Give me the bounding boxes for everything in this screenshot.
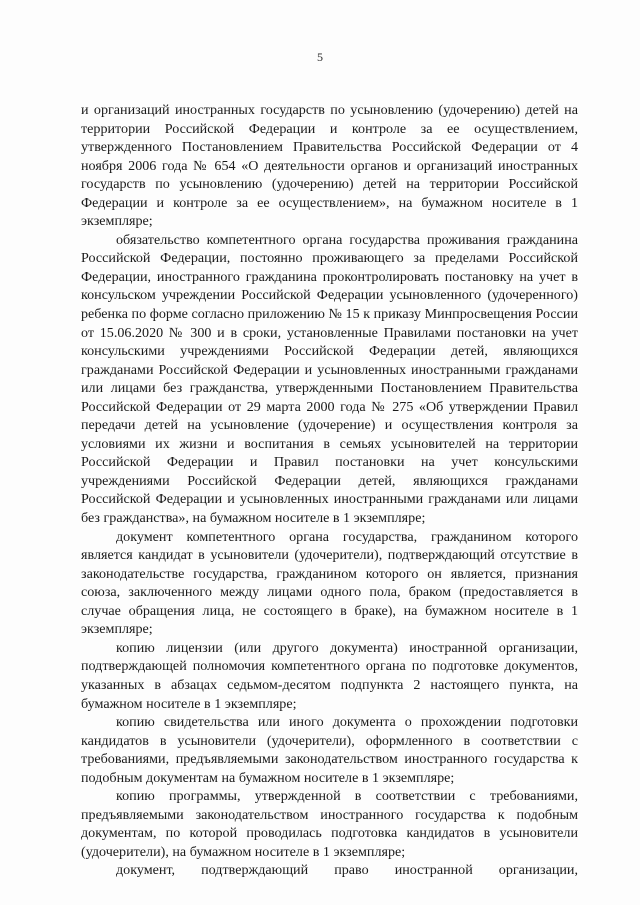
paragraph-obligation: обязательство компетентного органа государства проживания гражданина Российской Федерации, постоянно проживающего за пределами Российской Федерации, иностранного гражданина проконтролировать постановку на учет в консульском учреждении Российской Федерации усыновленного (удочеренного) ребенка по форме согласно приложению № 15 к приказу Минпросвещения России от 15.06.2020 № 300 и в сроки, установленные Правилами постановки на учет консульскими учреждениями Российской Федерации детей, являющихся гражданами Российской Федерации и усыновленных иностранными гражданами или лицами без гражданства, утвержденными Постановлением Правительства Российской Федерации от 29 марта 2000 года № 275 «Об утверждении Правил передачи детей на усыновление (удочерение) и осуществления контроля за условиями их жизни и воспитания в семьях усыновителей на территории Российской Федерации и Правил постановки на учет консульскими учреждениями Российской Федерации детей, являющихся гражданами Российской Федерации и усыновленных иностранными гражданами или лицами без гражданства», на бумажном носителе в 1 экземпляре; [81, 231, 578, 527]
paragraph-program-copy: копию программы, утвержденной в соответствии с требованиями, предъявляемыми законодательством иностранного государства к подобным документам, по которой проводилась подготовка кандидатов в усыновители (удочерители), на бумажном носителе в 1 экземпляре; [81, 788, 578, 860]
paragraph-organization-right: документ, подтверждающий право иностранной организации, [116, 862, 578, 879]
document-body [81, 101, 578, 880]
page-number: 5 [317, 50, 323, 64]
paragraph-continuation: и организаций иностранных государств по усыновлению (удочерению) детей на территории Российской Федерации и контроле за ее осуществлением, утвержденного Постановлением Правительства Российской Федерации от 4 ноября 2006 года № 654 «О деятельности органов и организаций иностранных государств по усыновлению (удочерению) детей на территории Российской Федерации и контроле за ее осуществлением», на бумажном носителе в 1 экземпляре; [81, 102, 578, 230]
paragraph-competent-authority-document: документ компетентного органа государства, гражданином которого является кандидат в усыновители (удочерители), подтверждающий отсутствие в законодательстве государства, гражданином которого он является, признания союза, заключенного между лицами одного пола, браком (предоставляется в случае обращения лица, не состоящего в браке), на бумажном носителе в 1 экземпляре; [81, 528, 578, 638]
paragraph-license-copy: копию лицензии (или другого документа) иностранной организации, подтверждающей полномочия компетентного органа по подготовке документов, указанных в абзацах седьмом-десятом подпункта 2 настоящего пункта, на бумажном носителе в 1 экземпляре; [81, 639, 578, 712]
paragraph-training-certificate: копию свидетельства или иного документа о прохождении подготовки кандидатов в усыновители (удочерители), оформленного в соответствии с требованиями, предъявляемыми законодательством иностранного государства к подобным документам на бумажном носителе в 1 экземпляре; [81, 714, 578, 786]
